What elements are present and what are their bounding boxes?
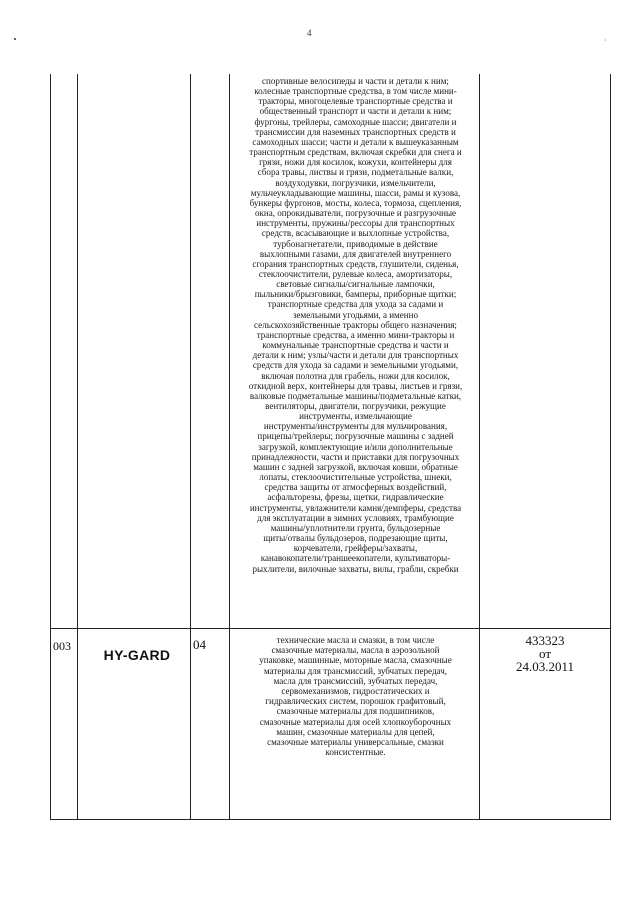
- goods-line: масла для трансмиссий, зубчатых передач,: [273, 675, 438, 686]
- goods-line: включая полотна для грабель, ножи для косилок,: [261, 370, 450, 381]
- goods-line: детали к ним; узлы/части и детали для транспортных: [252, 350, 459, 361]
- registration-number: 433323: [525, 633, 565, 648]
- goods-line: щиты/отвалы бульдозеров, подрезающие щиты,: [263, 533, 448, 544]
- margin-dot: [14, 38, 16, 40]
- goods-line: бункеры фургонов, мосты, колеса, тормоза, сцепления,: [249, 197, 462, 208]
- goods-line: пыльники/брызговики, бамперы, приборные щитки;: [254, 289, 457, 300]
- goods-line: принадлежности, части и приставки для погрузочных: [251, 451, 460, 462]
- goods-line: упаковке, машинные, моторные масла, смазочные: [259, 655, 452, 666]
- row-number: 003: [53, 639, 71, 653]
- goods-line: машины/уплотнители грунта, бульдозерные: [270, 522, 441, 533]
- goods-line: окна, опрокидыватели, погрузочные и разгрузочные: [254, 208, 457, 219]
- goods-line: сервомеханизмов, гидростатических и: [281, 686, 430, 697]
- goods-line: канавокопатели/траншеекопатели, культиваторы-: [260, 553, 451, 564]
- goods-line: трансмиссии для наземных транспортных средств и: [255, 126, 456, 137]
- goods-line: материалы для трансмиссий, зубчатых передач,: [263, 665, 448, 676]
- column-divider: [190, 74, 191, 819]
- goods-line: прицепы/трейлеры; погрузочные машины с задней: [257, 431, 454, 442]
- goods-line: смазочные материалы, масла в аэрозольной: [271, 645, 440, 656]
- goods-line: сельскохозяйственные тракторы общего назначения;: [254, 319, 457, 330]
- goods-line: вентиляторы, двигатели, погрузчики, режущие: [265, 401, 446, 411]
- goods-line: гидравлических систем, порошок графитовый,: [265, 696, 446, 707]
- goods-line: средства защиты от атмосферных воздействий,: [264, 482, 447, 493]
- goods-line: сбора травы, листвы и грязи, подметальные валки,: [257, 167, 454, 178]
- goods-line: грязи, ножи для косилок, кожухи, контейнеры для: [259, 157, 452, 168]
- goods-line: технические масла и смазки, в том числе: [276, 635, 435, 645]
- goods-line: мульчеукладывающие машины, шасси, рамы и кузова,: [250, 187, 461, 198]
- goods-line: консистентные.: [325, 747, 386, 758]
- goods-line: лопаты, стеклоочистительные устройства, шнеки,: [259, 472, 452, 483]
- goods-line: инструменты, измельчающие: [299, 411, 412, 422]
- goods-line: спортивные велосипеды и части и детали к ним;: [262, 76, 449, 86]
- goods-line: выхлопными газами, для двигателей внутреннего: [259, 248, 452, 259]
- goods-line: смазочные материалы для осей хлопкоуборочных: [259, 716, 452, 727]
- goods-line: смазочные материалы для подшипников,: [276, 706, 435, 717]
- goods-line: транспортным средствам, включая скребки для снега и: [249, 147, 462, 158]
- goods-line: корчеватели, грейферы/захваты,: [293, 543, 418, 554]
- registration-from: от: [538, 646, 551, 661]
- goods-line: турбонагнетатели, приводимые в действие: [273, 238, 438, 249]
- goods-list-continued: [232, 76, 479, 574]
- goods-line: инструменты, пружины/рессоры для транспортных: [256, 218, 455, 229]
- goods-line: транспортные средства для ухода за садами и: [267, 299, 444, 310]
- goods-line: фургоны, трейлеры, самоходные шасси; двигатели и: [254, 116, 457, 127]
- goods-line: транспортные средства, а именно мини-тракторы и: [256, 329, 455, 340]
- trademark-name: HY-GARD: [103, 647, 171, 663]
- row-divider: [51, 628, 610, 629]
- registration-info: [481, 634, 609, 673]
- goods-line: рыхлители, вилочные захваты, вилы, грабли, скребки: [252, 563, 459, 574]
- goods-line: для эксплуатации в зимних условиях, трамбующие: [257, 512, 454, 523]
- goods-line: тракторы, многоцелевые транспортные средства и: [258, 96, 453, 107]
- column-divider: [77, 74, 78, 819]
- goods-line: загрузкой, комплектующие и/или дополнительные: [258, 441, 453, 452]
- goods-line: световые сигналы/сигнальные лампочки,: [276, 279, 435, 290]
- column-divider: [229, 74, 230, 819]
- class-number: 04: [193, 637, 206, 652]
- goods-list: [232, 635, 479, 757]
- column-divider: [479, 74, 480, 819]
- goods-line: стеклоочистители, рулевые колеса, амортизаторы,: [258, 268, 453, 279]
- trademark-table: [50, 74, 611, 820]
- page-number: 4: [307, 28, 312, 38]
- goods-line: валковые подметальные машины/подметальные катки,: [249, 390, 462, 401]
- margin-mark: ·: [604, 36, 607, 45]
- goods-line: колесные транспортные средства, в том числе мини-: [254, 86, 457, 97]
- goods-line: инструменты/инструменты для мульчирования,: [263, 421, 448, 432]
- goods-line: сгорания транспортных средств, глушители, сиденья,: [252, 258, 459, 269]
- goods-line: средств для ухода за садами и земельными угодьями,: [252, 360, 459, 371]
- goods-line: инструменты, увлажнители камня/демпферы, средства: [249, 502, 462, 513]
- goods-line: общественный транспорт и части и детали к ним;: [259, 106, 452, 117]
- goods-line: машин с задней загрузкой, включая ковши, обратные: [253, 461, 458, 472]
- goods-line: откидной верх, контейнеры для травы, листьев и грязи,: [248, 380, 463, 391]
- goods-line: коммунальные транспортные средства и части и: [262, 340, 449, 351]
- goods-line: средств, всасывающие и выхлопные устройства,: [261, 228, 450, 239]
- goods-line: смазочные материалы универсальные, смазки: [267, 737, 444, 748]
- goods-line: земельными угодьями, а именно: [292, 309, 419, 320]
- goods-line: машин, смазочные материалы для цепей,: [276, 726, 435, 737]
- goods-line: воздуходувки, погрузчики, измельчители,: [275, 177, 436, 188]
- goods-line: самоходных шасси; части и детали к вышеуказанным: [252, 136, 459, 147]
- goods-line: асфальторезы, фрезы, щетки, гидравлические: [267, 492, 444, 503]
- registration-date: 24.03.2011: [515, 659, 575, 674]
